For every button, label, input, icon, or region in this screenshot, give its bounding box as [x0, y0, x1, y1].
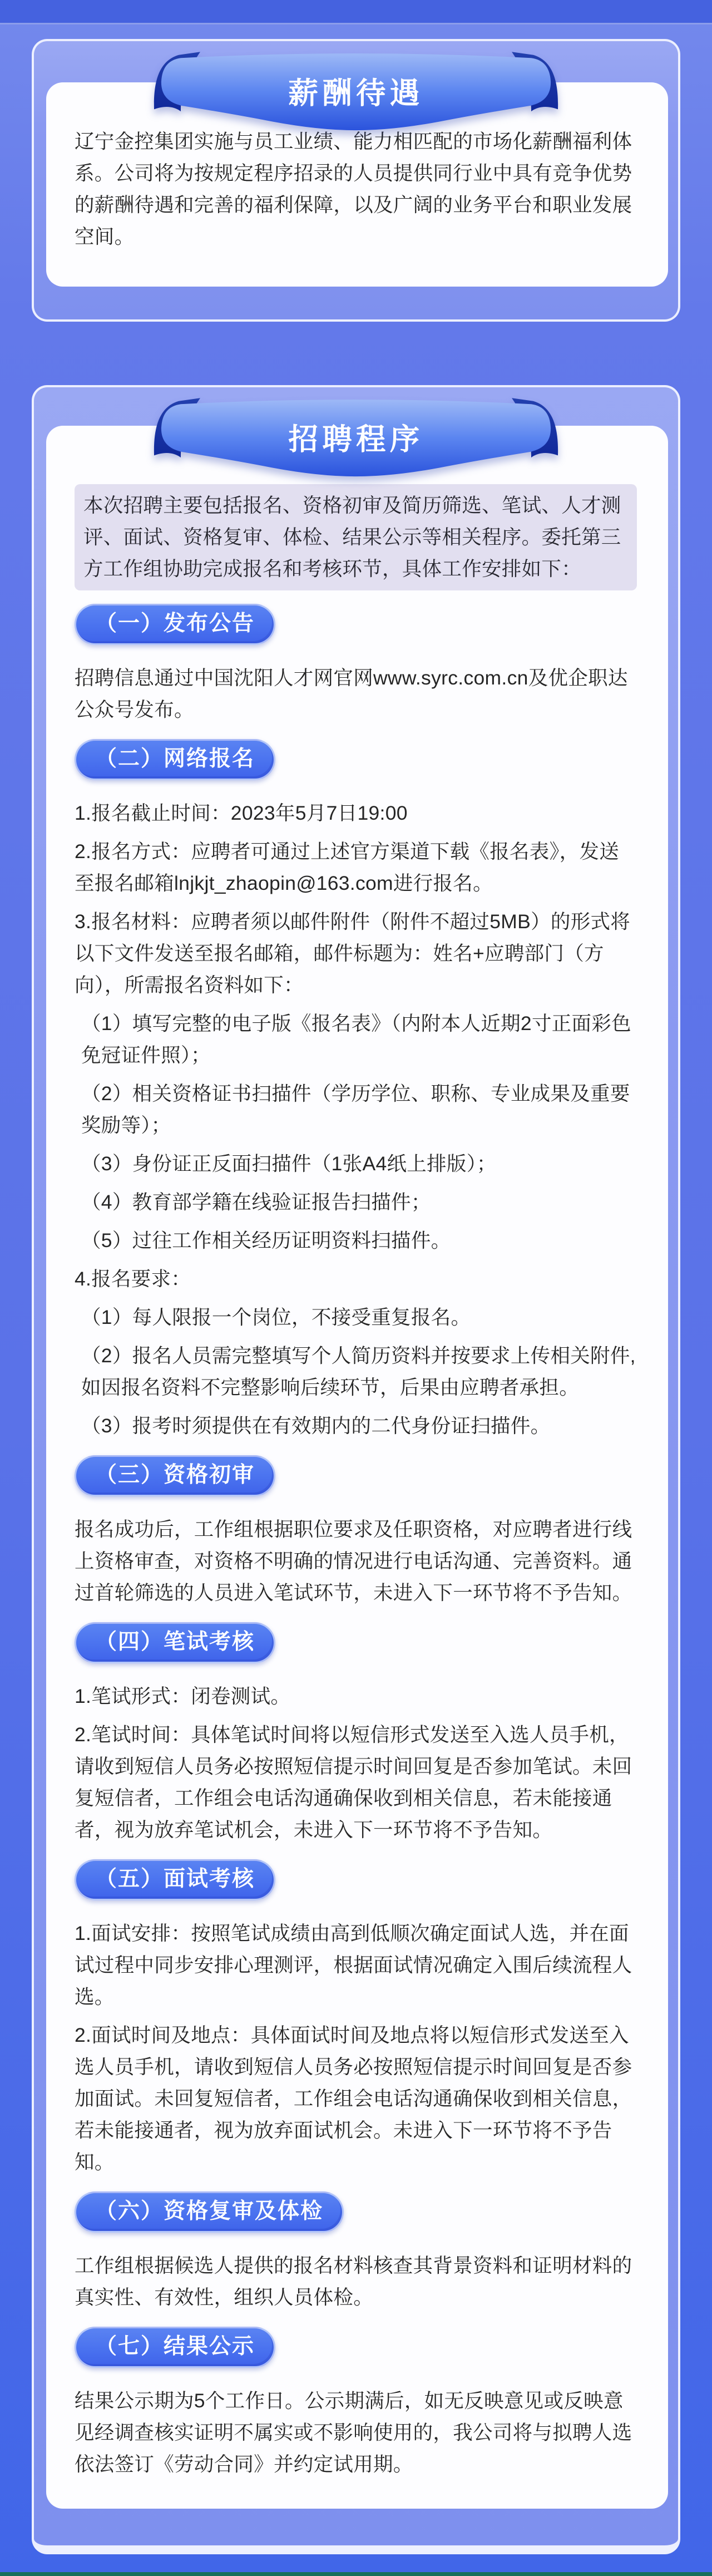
footer-line	[0, 2572, 712, 2576]
section-paragraph: （1）每人限报一个岗位，不接受重复报名。	[81, 1306, 471, 1328]
section-pill-row	[75, 1622, 637, 1663]
section-paragraph: （2）报名人员需完整填写个人简历资料并按要求上传相关附件,如因报名资料不完整影响后续环节，后果由应聘者承担。	[81, 1344, 636, 1398]
section-pill: （三）资格初审	[75, 1455, 275, 1496]
section-pill: （二）网络报名	[75, 739, 275, 780]
section	[75, 604, 637, 726]
section-paragraph: 结果公示期为5个工作日。公示期满后，如无反映意见或反映意见经调查核实证明不属实或不影响使用的，我公司将与拟聘人选依法签订《劳动合同》并约定试用期。	[75, 2390, 632, 2475]
section-paragraph: （5）过往工作相关经历证明资料扫描件。	[81, 1229, 451, 1252]
section-pill-row	[75, 739, 637, 780]
section-paragraph: （4）教育部学籍在线验证报告扫描件；	[81, 1191, 431, 1213]
section	[75, 1859, 637, 2178]
section-paragraph: 3.报名材料：应聘者须以邮件附件（附件不超过5MB）的形式将以下文件发送至报名邮箱，邮件标题为：姓名+应聘部门（方向），所需报名资料如下：	[75, 910, 631, 996]
salary-paragraph: 辽宁金控集团实施与员工业绩、能力相匹配的市场化薪酬福利体系。公司将为按规定程序招录的人员提供同行业中具有竞争优势的薪酬待遇和完善的福利保障，以及广阔的业务平台和职业发展空间。	[75, 130, 632, 248]
section-paragraph: 4.报名要求：	[75, 1268, 191, 1290]
section-pill: （一）发布公告	[75, 604, 275, 645]
section	[75, 1455, 637, 1609]
section-pill-row	[75, 2191, 637, 2233]
sections	[75, 604, 637, 2480]
section-pill: （四）笔试考核	[75, 1622, 275, 1663]
section-paragraph: （3）报考时须提供在有效期内的二代身份证扫描件。	[81, 1415, 551, 1437]
section-paragraph: 2.报名方式：应聘者可通过上述官方渠道下载《报名表》，发送至报名邮箱lnjkjt_zhaopin@163.com进行报名。	[75, 840, 620, 894]
ribbon-title: 薪酬待遇	[288, 77, 424, 110]
section-pill: （七）结果公示	[75, 2327, 275, 2368]
section	[75, 2191, 637, 2313]
section-pill-row	[75, 604, 637, 645]
section-pill-row	[75, 2327, 637, 2368]
section-paragraph: 报名成功后，工作组根据职位要求及任职资格，对应聘者进行线上资格审查，对资格不明确的情况进行电话沟通、完善资料。通过首轮筛选的人员进入笔试环节，未进入下一环节将不予告知。	[75, 1518, 632, 1604]
section-paragraph: （2）相关资格证书扫描件（学历学位、职称、专业成果及重要奖励等）；	[81, 1082, 630, 1136]
section-pill-row	[75, 1455, 637, 1496]
card-salary	[32, 39, 680, 322]
white-panel-procedure	[46, 426, 668, 2509]
section-paragraph: 1.笔试形式：闭卷测试。	[75, 1685, 291, 1707]
section	[75, 739, 637, 1442]
ribbon-banner-salary	[136, 47, 576, 131]
section-pill: （五）面试考核	[75, 1859, 275, 1900]
intro-box: 本次招聘主要包括报名、资格初审及简历筛选、笔试、人才测评、面试、资格复审、体检、结果公示等相关程序。委托第三方工作组协助完成报名和考核环节，具体工作安排如下：	[75, 484, 637, 590]
section-paragraph: 2.面试时间及地点：具体面试时间及地点将以短信形式发送至入选人员手机，请收到短信人员务必按照短信提示时间回复是否参加面试。未回复短信者，工作组会电话沟通确保收到相关信息，若未能接通者，视为放弃面试机会。未进入下一环节将不予告知。	[75, 2024, 632, 2173]
ribbon-banner-procedure	[136, 393, 576, 477]
section-paragraph: 2.笔试时间：具体笔试时间将以短信形式发送至入选人员手机，请收到短信人员务必按照短信提示时间回复是否参加笔试。未回复短信者，工作组会电话沟通确保收到相关信息，若未能接通者，视为放弃笔试机会，未进入下一环节将不予告知。	[75, 1723, 632, 1841]
section	[75, 1622, 637, 1846]
section-pill-row	[75, 1859, 637, 1900]
top-accent-band	[0, 0, 712, 24]
section	[75, 2327, 637, 2480]
card-procedure	[32, 385, 680, 2554]
section-paragraph: 1.报名截止时间：2023年5月7日19:00	[75, 802, 408, 824]
section-paragraph: （3）身份证正反面扫描件（1张A4纸上排版）；	[81, 1152, 497, 1175]
section-paragraph: 招聘信息通过中国沈阳人才网官网www.syrc.com.cn及优企职达公众号发布。	[75, 667, 628, 721]
section-paragraph: 1.面试安排：按照笔试成绩由高到低顺次确定面试人选，并在面试过程中同步安排心理测评，根据面试情况确定入围后续流程人选。	[75, 1922, 632, 2008]
bottom-spacer	[0, 2554, 712, 2572]
ribbon-title: 招聘程序	[288, 423, 424, 456]
section-paragraph: （1）填写完整的电子版《报名表》（内附本人近期2寸正面彩色免冠证件照）；	[81, 1012, 631, 1066]
section-paragraph: 工作组根据候选人提供的报名材料核查其背景资料和证明材料的真实性、有效性，组织人员体检。	[75, 2254, 632, 2308]
section-pill: （六）资格复审及体检	[75, 2191, 344, 2233]
